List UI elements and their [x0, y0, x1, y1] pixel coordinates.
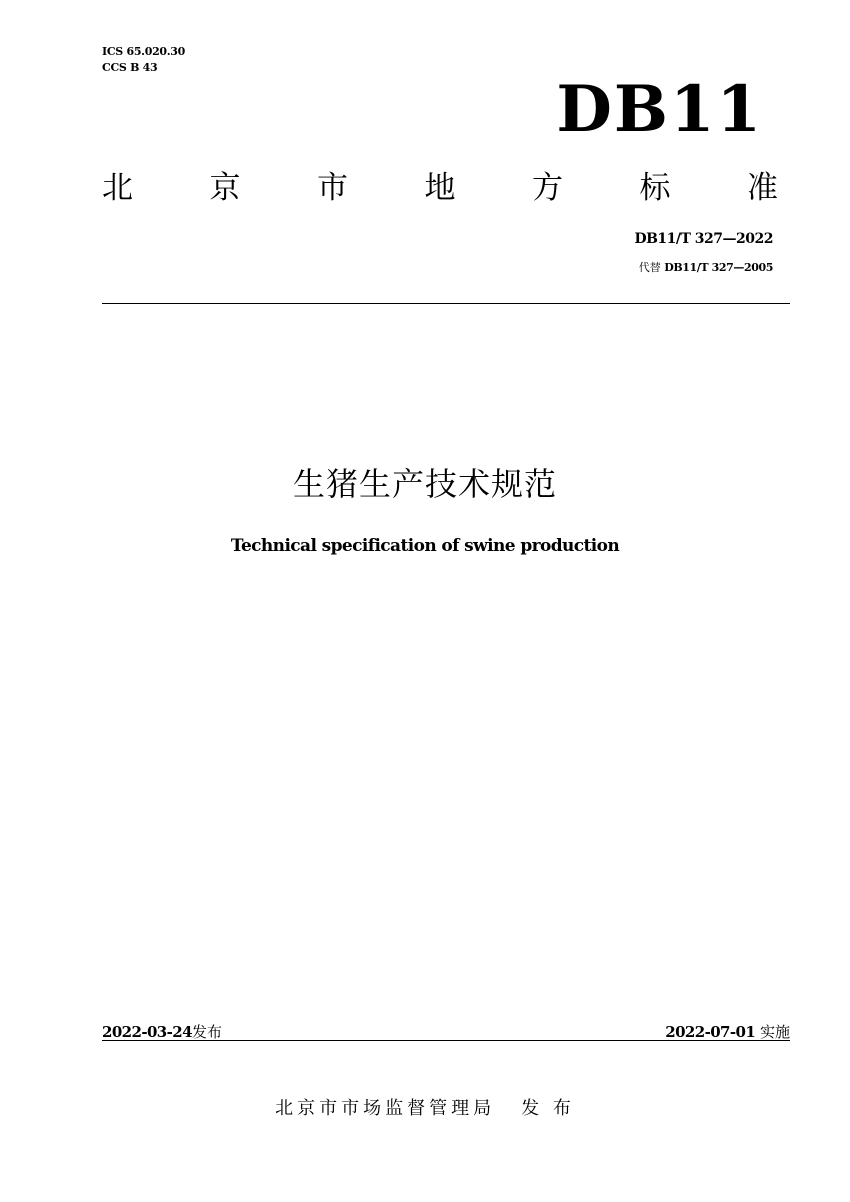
replaces-line	[639, 259, 773, 275]
standard-code: DB11/T 327—2022	[634, 231, 773, 247]
publisher-name: 北京市市场监督管理局	[275, 1098, 496, 1119]
footer-divider	[102, 1040, 790, 1041]
header-divider	[102, 303, 790, 304]
ccs-code: CCS B 43	[102, 61, 158, 74]
classification-codes	[102, 44, 185, 76]
publisher-line	[0, 1094, 850, 1120]
standard-type-char: 地	[424, 170, 456, 206]
ics-code: ICS 65.020.30	[102, 45, 186, 58]
standard-series-mark: DB11	[556, 72, 763, 147]
replaces-label: 代替	[638, 261, 661, 274]
implement-label: 实施	[759, 1023, 790, 1041]
standard-type-heading	[102, 166, 778, 210]
standard-type-char: 标	[639, 170, 671, 206]
implement-date: 2022-07-01	[665, 1023, 756, 1041]
replaced-code: DB11/T 327—2005	[664, 261, 773, 274]
standard-type-char: 市	[317, 170, 348, 206]
publish-label: 发 布	[521, 1098, 575, 1119]
issue-date: 2022-03-24	[102, 1023, 192, 1041]
document-title-cn: 生猪生产技术规范	[292, 465, 557, 503]
issue-label: 发布	[191, 1023, 222, 1041]
document-title-en: Technical specification of swine production	[230, 536, 620, 556]
standard-type-char: 方	[532, 170, 563, 206]
standard-type-char: 北	[102, 170, 133, 206]
standard-type-char: 准	[747, 170, 778, 206]
standard-type-char: 京	[209, 170, 241, 206]
implement-date-line	[665, 1021, 790, 1042]
issue-date-line	[102, 1021, 222, 1042]
